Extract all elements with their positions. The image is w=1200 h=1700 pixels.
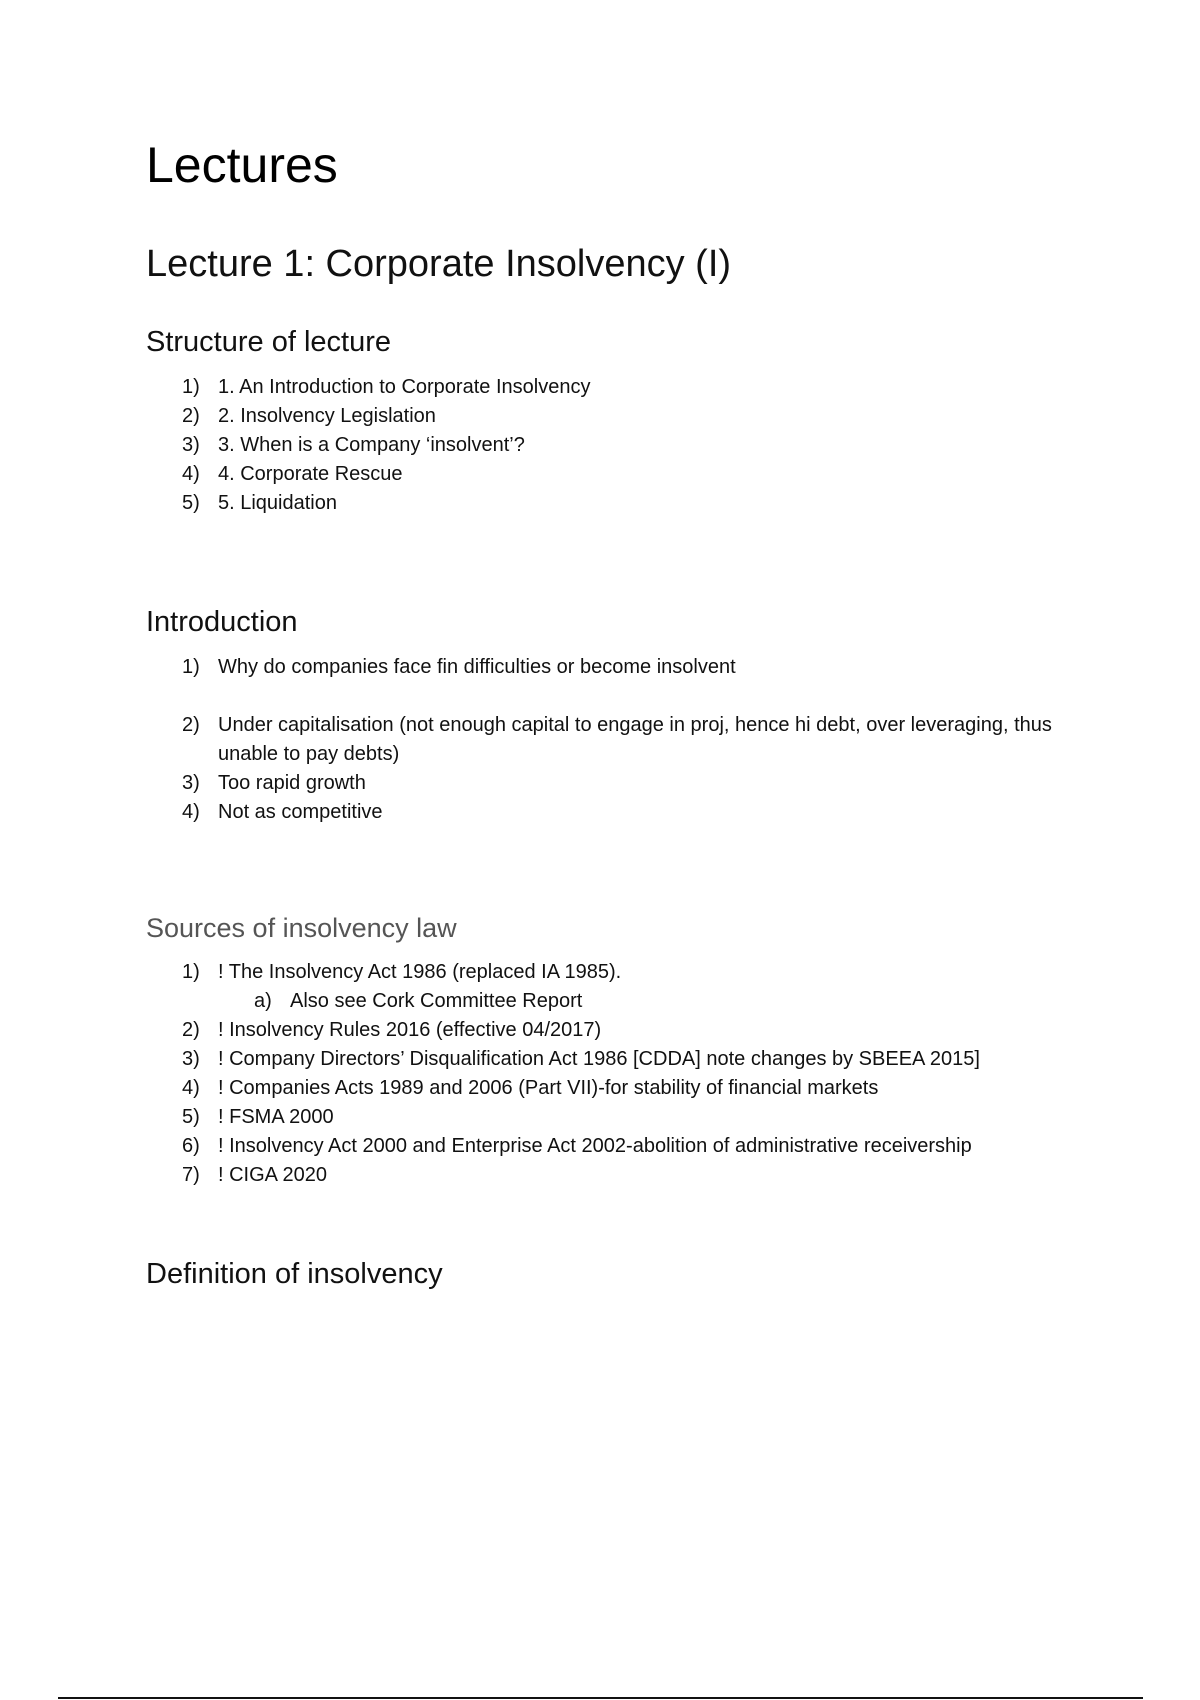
list-number: 1) <box>182 961 200 983</box>
list-item <box>146 431 1086 460</box>
list-item <box>146 1016 1086 1045</box>
list-item <box>146 489 1086 518</box>
list-item <box>146 373 1086 402</box>
sub-list-item <box>218 987 1086 1016</box>
list-item-text: Under capitalisation (not enough capital to engage in proj, hence hi debt, over leveraging, thus unable to pay debts) <box>218 714 1052 765</box>
list-item-text: Why do companies face fin difficulties or become insolvent <box>218 656 736 678</box>
list-item <box>146 402 1086 431</box>
structure-heading: Structure of lecture <box>146 326 391 358</box>
lecture-heading: Lecture 1: Corporate Insolvency (I) <box>146 243 732 285</box>
list-item <box>146 1074 1086 1103</box>
list-number: 4) <box>182 801 200 823</box>
list-item-text: 2. Insolvency Legislation <box>218 405 436 427</box>
list-number: 1) <box>182 376 200 398</box>
list-item-text: ! The Insolvency Act 1986 (replaced IA 1985). <box>218 961 622 983</box>
list-item-text: ! Company Directors’ Disqualification Act 1986 [CDDA] note changes by SBEEA 2015] <box>218 1048 980 1070</box>
list-item-text: 4. Corporate Rescue <box>218 463 403 485</box>
page-bottom-rule <box>58 1697 1143 1699</box>
list-item-text: ! Insolvency Act 2000 and Enterprise Act 2002-abolition of administrative receivership <box>218 1135 972 1157</box>
list-item-text: 3. When is a Company ‘insolvent’? <box>218 434 525 456</box>
list-item <box>146 1103 1086 1132</box>
list-number: 1) <box>182 656 200 678</box>
list-item-text: ! Companies Acts 1989 and 2006 (Part VII)-for stability of financial markets <box>218 1077 879 1099</box>
list-item-text: 5. Liquidation <box>218 492 337 514</box>
list-item-text: Not as competitive <box>218 801 383 823</box>
document-page <box>146 137 1086 1290</box>
sub-list-item-text: Also see Cork Committee Report <box>290 990 583 1012</box>
list-item-text: Too rapid growth <box>218 772 366 794</box>
list-number: 3) <box>182 1048 200 1070</box>
list-number: 4) <box>182 1077 200 1099</box>
list-number: 7) <box>182 1164 200 1186</box>
list-item <box>146 1045 1086 1074</box>
list-number: 3) <box>182 434 200 456</box>
list-item <box>146 1132 1086 1161</box>
list-item <box>146 958 1086 1016</box>
list-item-text: 1. An Introduction to Corporate Insolvency <box>218 376 591 398</box>
page-title: Lectures <box>146 137 338 193</box>
introduction-heading: Introduction <box>146 606 298 638</box>
list-number: 4) <box>182 463 200 485</box>
list-item <box>146 460 1086 489</box>
list-number: 2) <box>182 1019 200 1041</box>
list-number: 5) <box>182 492 200 514</box>
list-number: 5) <box>182 1106 200 1128</box>
sources-list <box>146 958 1086 1190</box>
list-item <box>146 1161 1086 1190</box>
list-number: 3) <box>182 772 200 794</box>
structure-list <box>146 373 1086 518</box>
list-item <box>146 798 1086 827</box>
list-item-text: ! Insolvency Rules 2016 (effective 04/2017) <box>218 1019 602 1041</box>
list-item <box>146 653 1086 682</box>
list-number: 2) <box>182 405 200 427</box>
sub-list <box>218 987 1086 1016</box>
list-item-text: ! CIGA 2020 <box>218 1164 327 1186</box>
list-item <box>146 711 1086 769</box>
list-number: 6) <box>182 1135 200 1157</box>
introduction-list <box>146 653 1086 827</box>
sub-list-letter: a) <box>254 990 272 1012</box>
sources-heading: Sources of insolvency law <box>146 913 457 943</box>
list-item <box>146 769 1086 798</box>
definition-heading: Definition of insolvency <box>146 1258 443 1290</box>
list-number: 2) <box>182 714 200 736</box>
list-item-text: ! FSMA 2000 <box>218 1106 334 1128</box>
